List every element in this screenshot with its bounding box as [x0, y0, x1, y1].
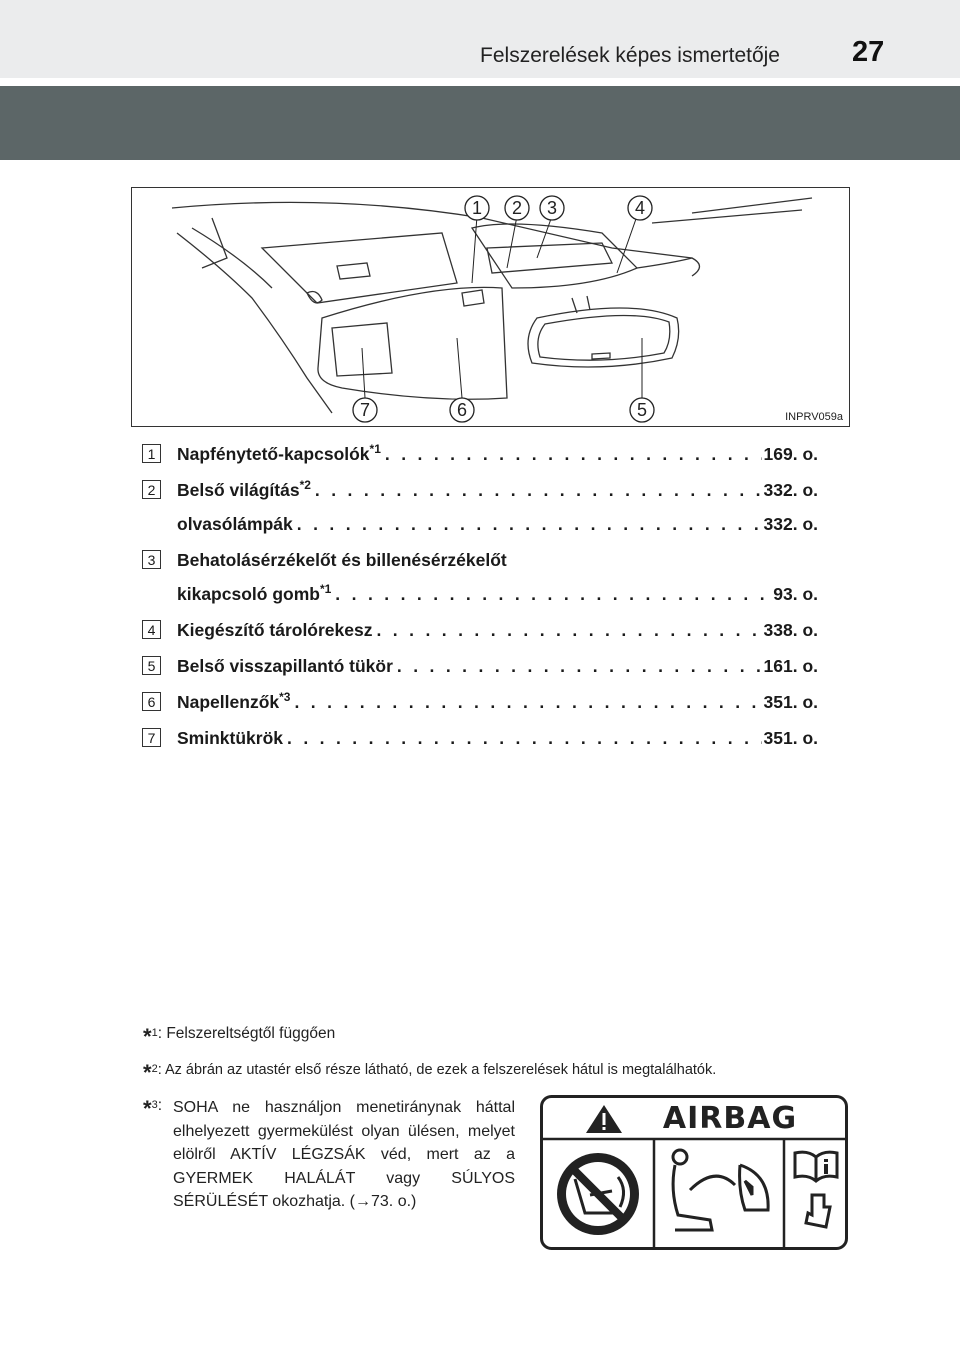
section-band — [0, 86, 960, 160]
list-item — [138, 613, 818, 647]
dot-leader — [290, 685, 761, 719]
item-line — [138, 577, 818, 611]
footnote-mark: *$^2$ — [143, 1060, 158, 1085]
page-reference[interactable]: 338. o. — [763, 620, 818, 640]
item-line — [138, 473, 818, 507]
dot-leader — [393, 649, 762, 683]
footnote-mark: *$^3$ — [143, 1096, 158, 1121]
page-reference[interactable]: 351. o. — [763, 728, 818, 748]
item-line — [138, 685, 818, 719]
page-reference[interactable]: 332. o. — [763, 514, 818, 534]
list-item — [138, 721, 818, 755]
footnote-mark: *$^1$ — [143, 1024, 158, 1049]
dot-leader — [311, 473, 762, 507]
dot-leader — [293, 507, 762, 541]
footnote-text: SOHA ne használjon menetiránynak háttal elhelyezett gyermekülést olyan ülésen, melyet elölről AKTÍV LÉGZSÁK véd, mert az a GYERMEK HALÁLÁT vagy SÚLYOS SÉRÜLÉSÉT okozhatja. (→73. o.) — [173, 1099, 515, 1210]
header-title: Felszerelések képes ismertetője — [480, 44, 780, 67]
item-number-box: 6 — [142, 692, 161, 711]
callout-1: 1 — [471, 198, 483, 218]
callout-4: 4 — [634, 198, 646, 218]
list-item — [138, 473, 818, 541]
item-label: Belső visszapillantó tükör — [177, 656, 393, 676]
list-item — [138, 437, 818, 471]
item-footnote-ref: *3 — [279, 690, 291, 704]
item-label: Napellenzők$^{*3}$ — [177, 690, 291, 712]
list-item — [138, 685, 818, 719]
item-number-box: 5 — [142, 656, 161, 675]
item-number-box: 2 — [142, 480, 161, 499]
dot-leader — [372, 613, 761, 647]
item-footnote-ref: *1 — [319, 582, 332, 596]
page-reference[interactable]: 93. o. — [773, 584, 818, 604]
item-number-box: 1 — [142, 444, 161, 463]
item-label: olvasólámpák — [177, 514, 293, 534]
item-line — [138, 507, 818, 541]
overhead-console-illustration — [131, 187, 850, 427]
item-label: Behatolásérzékelőt és billenésérzékelőt — [177, 550, 507, 570]
footnote-text: Felszereltségtől függően — [166, 1025, 336, 1042]
footnote-1: *$^1$: Felszereltségtől függően — [143, 1024, 336, 1049]
dot-leader — [283, 721, 762, 755]
dot-leader — [331, 577, 771, 611]
callout-3: 3 — [546, 198, 558, 218]
item-line — [138, 613, 818, 647]
item-label: Sminktükrök — [177, 728, 283, 748]
callout-5: 5 — [636, 400, 648, 420]
item-label: Napfénytető-kapcsolók$^{*1}$ — [177, 442, 381, 464]
item-number-box: 3 — [142, 550, 161, 569]
airbag-warning-label — [540, 1095, 848, 1250]
item-footnote-ref: *1 — [369, 442, 381, 456]
item-line — [138, 721, 818, 755]
page-reference[interactable]: 351. o. — [763, 692, 818, 712]
dot-leader — [381, 437, 762, 471]
item-number-box: 4 — [142, 620, 161, 639]
item-line — [138, 543, 818, 577]
item-line — [138, 437, 818, 471]
figure-code: INPRV059a — [785, 411, 843, 423]
list-item — [138, 543, 818, 611]
footnote-3: *$^3$: SOHA ne használjon menetiránynak háttal elhelyezett gyermekülést olyan ülésen, melyet elölről AKTÍV LÉGZSÁK véd, mert az a GYERMEK HALÁLÁT vagy SÚLYOS SÉRÜLÉSÉT okozhatja. (→73. o.) — [143, 1096, 863, 1246]
item-label: kikapcsoló gomb$^{*1}$ — [177, 582, 332, 604]
page-number: 27 — [852, 36, 885, 68]
callout-2: 2 — [511, 198, 523, 218]
footnote-2: *$^2$: Az ábrán az utastér első része látható, de ezek a felszerelések hátul is megtalálhatók. — [143, 1060, 717, 1085]
interior-drawing — [132, 188, 850, 427]
item-footnote-ref: *2 — [299, 478, 311, 492]
component-list — [138, 437, 818, 757]
callout-6: 6 — [456, 400, 468, 420]
page-reference[interactable]: 161. o. — [763, 656, 818, 676]
footnote-text: Az ábrán az utastér első része látható, de ezek a felszerelések hátul is megtalálhatók. — [164, 1062, 717, 1078]
no-rear-facing-seat-icon — [557, 1153, 639, 1235]
item-label: Kiegészítő tárolórekesz — [177, 620, 373, 640]
list-item — [138, 649, 818, 683]
item-label: Belső világítás$^{*2}$ — [177, 478, 311, 500]
item-line — [138, 649, 818, 683]
page-reference[interactable]: 169. o. — [763, 444, 818, 464]
item-number-box: 7 — [142, 728, 161, 747]
callout-7: 7 — [359, 400, 371, 420]
airbag-title: AIRBAG — [662, 1101, 798, 1136]
page-reference[interactable]: 332. o. — [763, 480, 818, 500]
